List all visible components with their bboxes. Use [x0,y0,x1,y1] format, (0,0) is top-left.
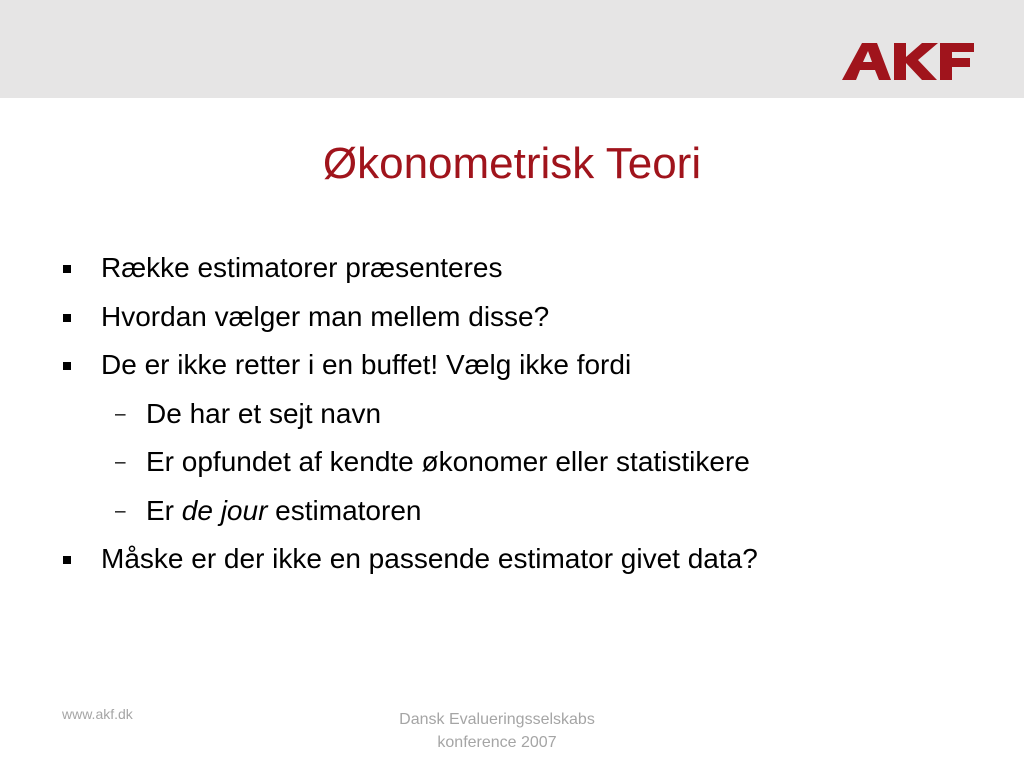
square-bullet-icon [63,556,71,564]
bullet-list [60,244,980,584]
sub-bullet-suffix: estimatoren [267,494,422,526]
square-bullet-icon [63,314,71,322]
dash-bullet-icon: – [115,452,126,473]
sub-bullet-item [60,438,980,487]
header-bar [0,0,1024,98]
square-bullet-icon [63,265,71,273]
bullet-item [60,341,980,390]
dash-bullet-icon: – [115,403,126,425]
bullet-item [60,535,980,584]
bullet-text: Måske er der ikke en passende estimator givet data? [101,543,758,574]
bullet-item [60,293,980,342]
sub-bullet-text: De har et sejt navn [146,397,382,429]
slide-title: Økonometrisk Teori [322,139,702,188]
footer-website: www.akf.dk [62,706,133,722]
sub-bullet-item [60,390,980,439]
bullet-text: Række estimatorer præsenteres [101,252,503,283]
footer-conference-line2: konference 2007 [437,734,557,751]
sub-bullet-prefix: Er [146,494,182,526]
bullet-text: Hvordan vælger man mellem disse? [101,300,550,332]
sub-bullet-italic: de jour [181,494,268,526]
footer-conference [352,708,642,754]
sub-bullet-text: Er opfundet af kendte økonomer eller statistikere [146,446,750,477]
sub-bullet-item [60,487,980,536]
dash-bullet-icon: – [115,500,126,522]
akf-logo [842,43,974,80]
bullet-item [60,244,980,293]
square-bullet-icon [63,362,71,370]
footer-conference-line1: Dansk Evalueringsselskabs [399,711,595,728]
bullet-text: De er ikke retter i en buffet! Vælg ikke fordi [101,349,632,380]
